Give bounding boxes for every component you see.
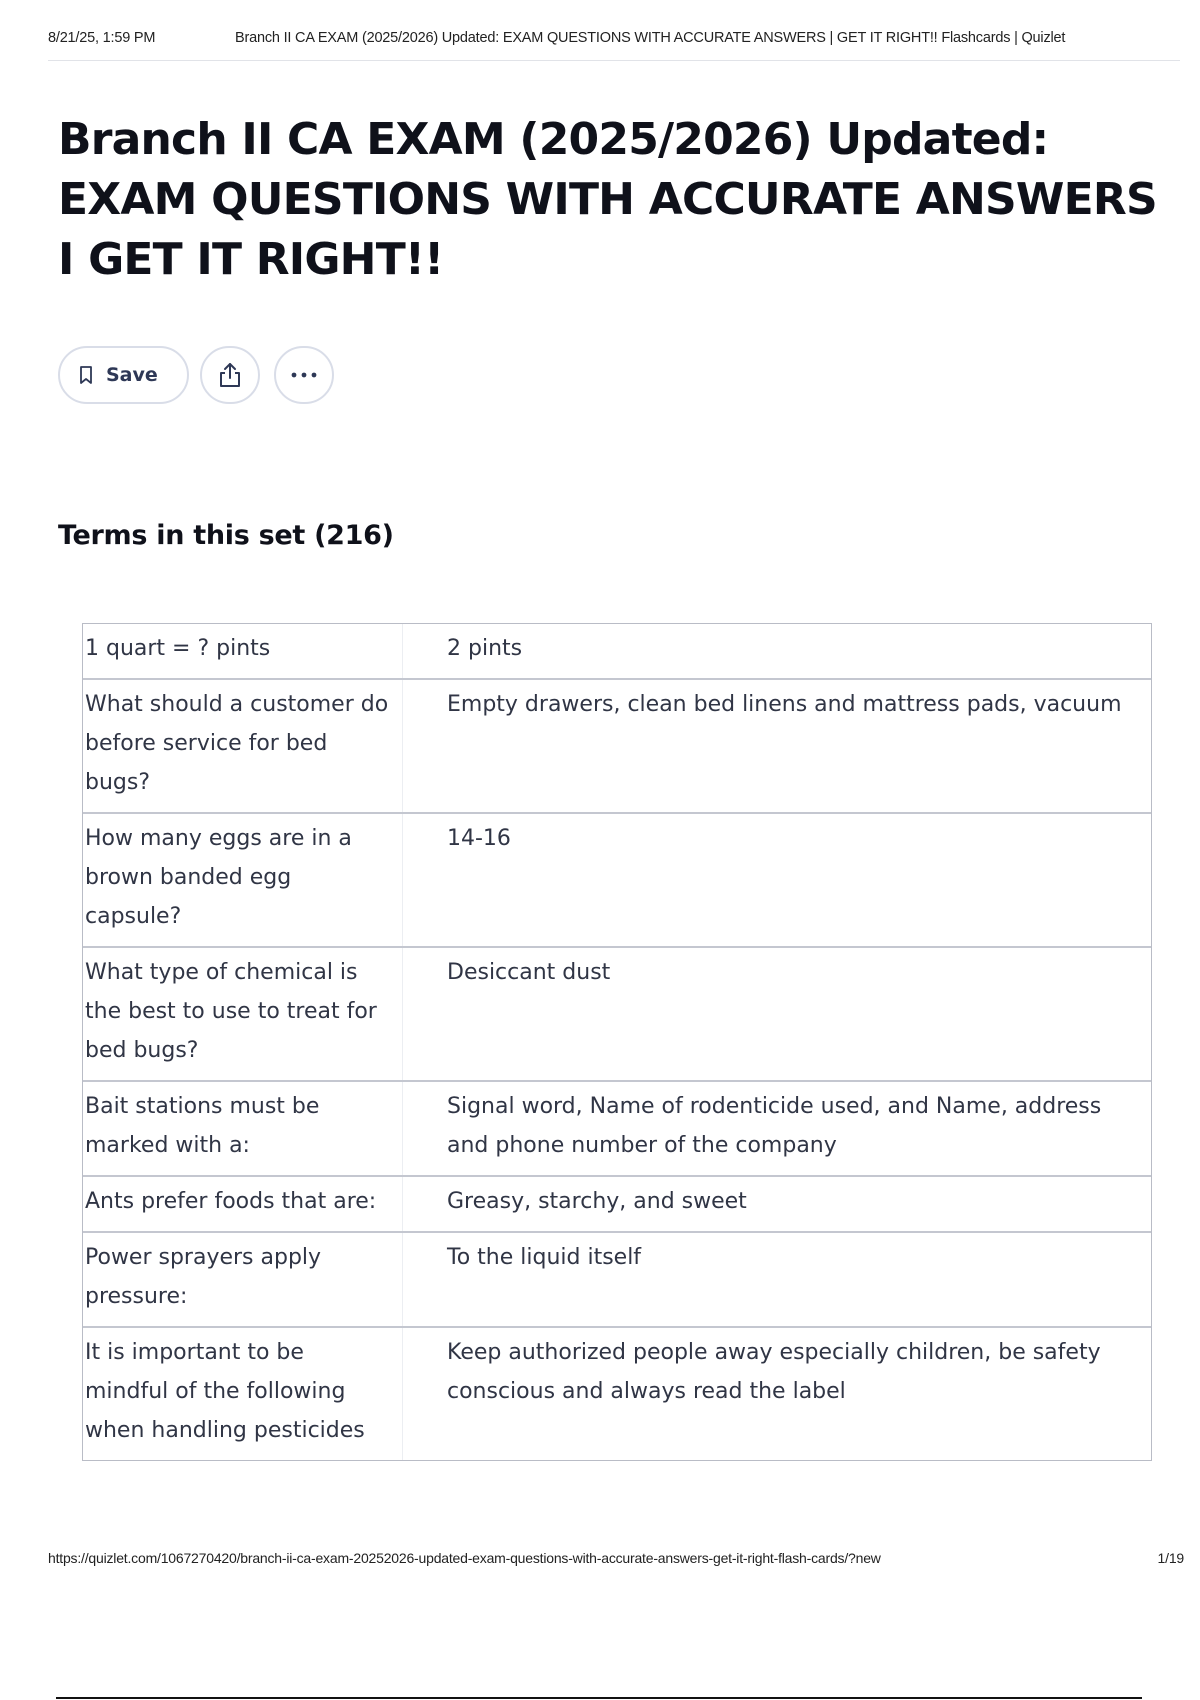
term-row — [83, 680, 1151, 814]
save-button[interactable] — [58, 346, 189, 404]
definition-text: Keep authorized people away especially children, be safety conscious and always read the label — [447, 1340, 1101, 1404]
page-title: Branch II CA EXAM (2025/2026) Updated: EXAM QUESTIONS WITH ACCURATE ANSWERS I GET IT RIGHT!! — [58, 114, 1157, 285]
definition-text: Desiccant dust — [447, 960, 611, 985]
terms-heading: Terms in this set (216) — [58, 520, 394, 551]
term-text: 1 quart = ? pints — [83, 624, 403, 678]
more-options-icon — [289, 371, 319, 379]
print-date: 8/21/25, 1:59 PM — [48, 30, 156, 46]
term-row — [83, 814, 1151, 948]
definition-text: 14-16 — [447, 826, 511, 851]
page-number: 1/19 — [1157, 1550, 1184, 1566]
term-text: What should a customer do before service for bed bugs? — [83, 680, 403, 812]
page-divider — [56, 1697, 1142, 1699]
term-row — [83, 624, 1151, 680]
terms-table — [82, 623, 1152, 1461]
term-row — [83, 1328, 1151, 1460]
term-text: Power sprayers apply pressure: — [83, 1233, 403, 1326]
print-header — [48, 28, 1180, 61]
bookmark-icon — [78, 365, 94, 385]
definition-text: Empty drawers, clean bed linens and mattress pads, vacuum — [447, 692, 1122, 717]
definition-text: 2 pints — [447, 636, 523, 661]
print-doc-title: Branch II CA EXAM (2025/2026) Updated: EXAM QUESTIONS WITH ACCURATE ANSWERS | GET IT RIGHT!! Flashcards | Quizlet — [235, 30, 1066, 46]
more-options-button[interactable] — [274, 346, 334, 404]
save-button-label: Save — [106, 364, 158, 386]
term-row — [83, 1082, 1151, 1177]
term-row — [83, 1177, 1151, 1233]
term-row — [83, 948, 1151, 1082]
term-text: Ants prefer foods that are: — [83, 1177, 403, 1231]
term-text: What type of chemical is the best to use to treat for bed bugs? — [83, 948, 403, 1080]
print-url: https://quizlet.com/1067270420/branch-ii-ca-exam-20252026-updated-exam-questions-with-accurate-answers-get-it-right-flash-cards/?new — [48, 1550, 881, 1566]
definition-text: Greasy, starchy, and sweet — [447, 1189, 747, 1214]
definition-text: To the liquid itself — [447, 1245, 642, 1270]
definition-text: Signal word, Name of rodenticide used, and Name, address and phone number of the company — [447, 1094, 1102, 1158]
share-button[interactable] — [200, 346, 260, 404]
term-row — [83, 1233, 1151, 1328]
term-text: How many eggs are in a brown banded egg capsule? — [83, 814, 403, 946]
term-text: It is important to be mindful of the following when handling pesticides — [83, 1328, 403, 1460]
share-icon — [217, 361, 243, 389]
term-text: Bait stations must be marked with a: — [83, 1082, 403, 1175]
